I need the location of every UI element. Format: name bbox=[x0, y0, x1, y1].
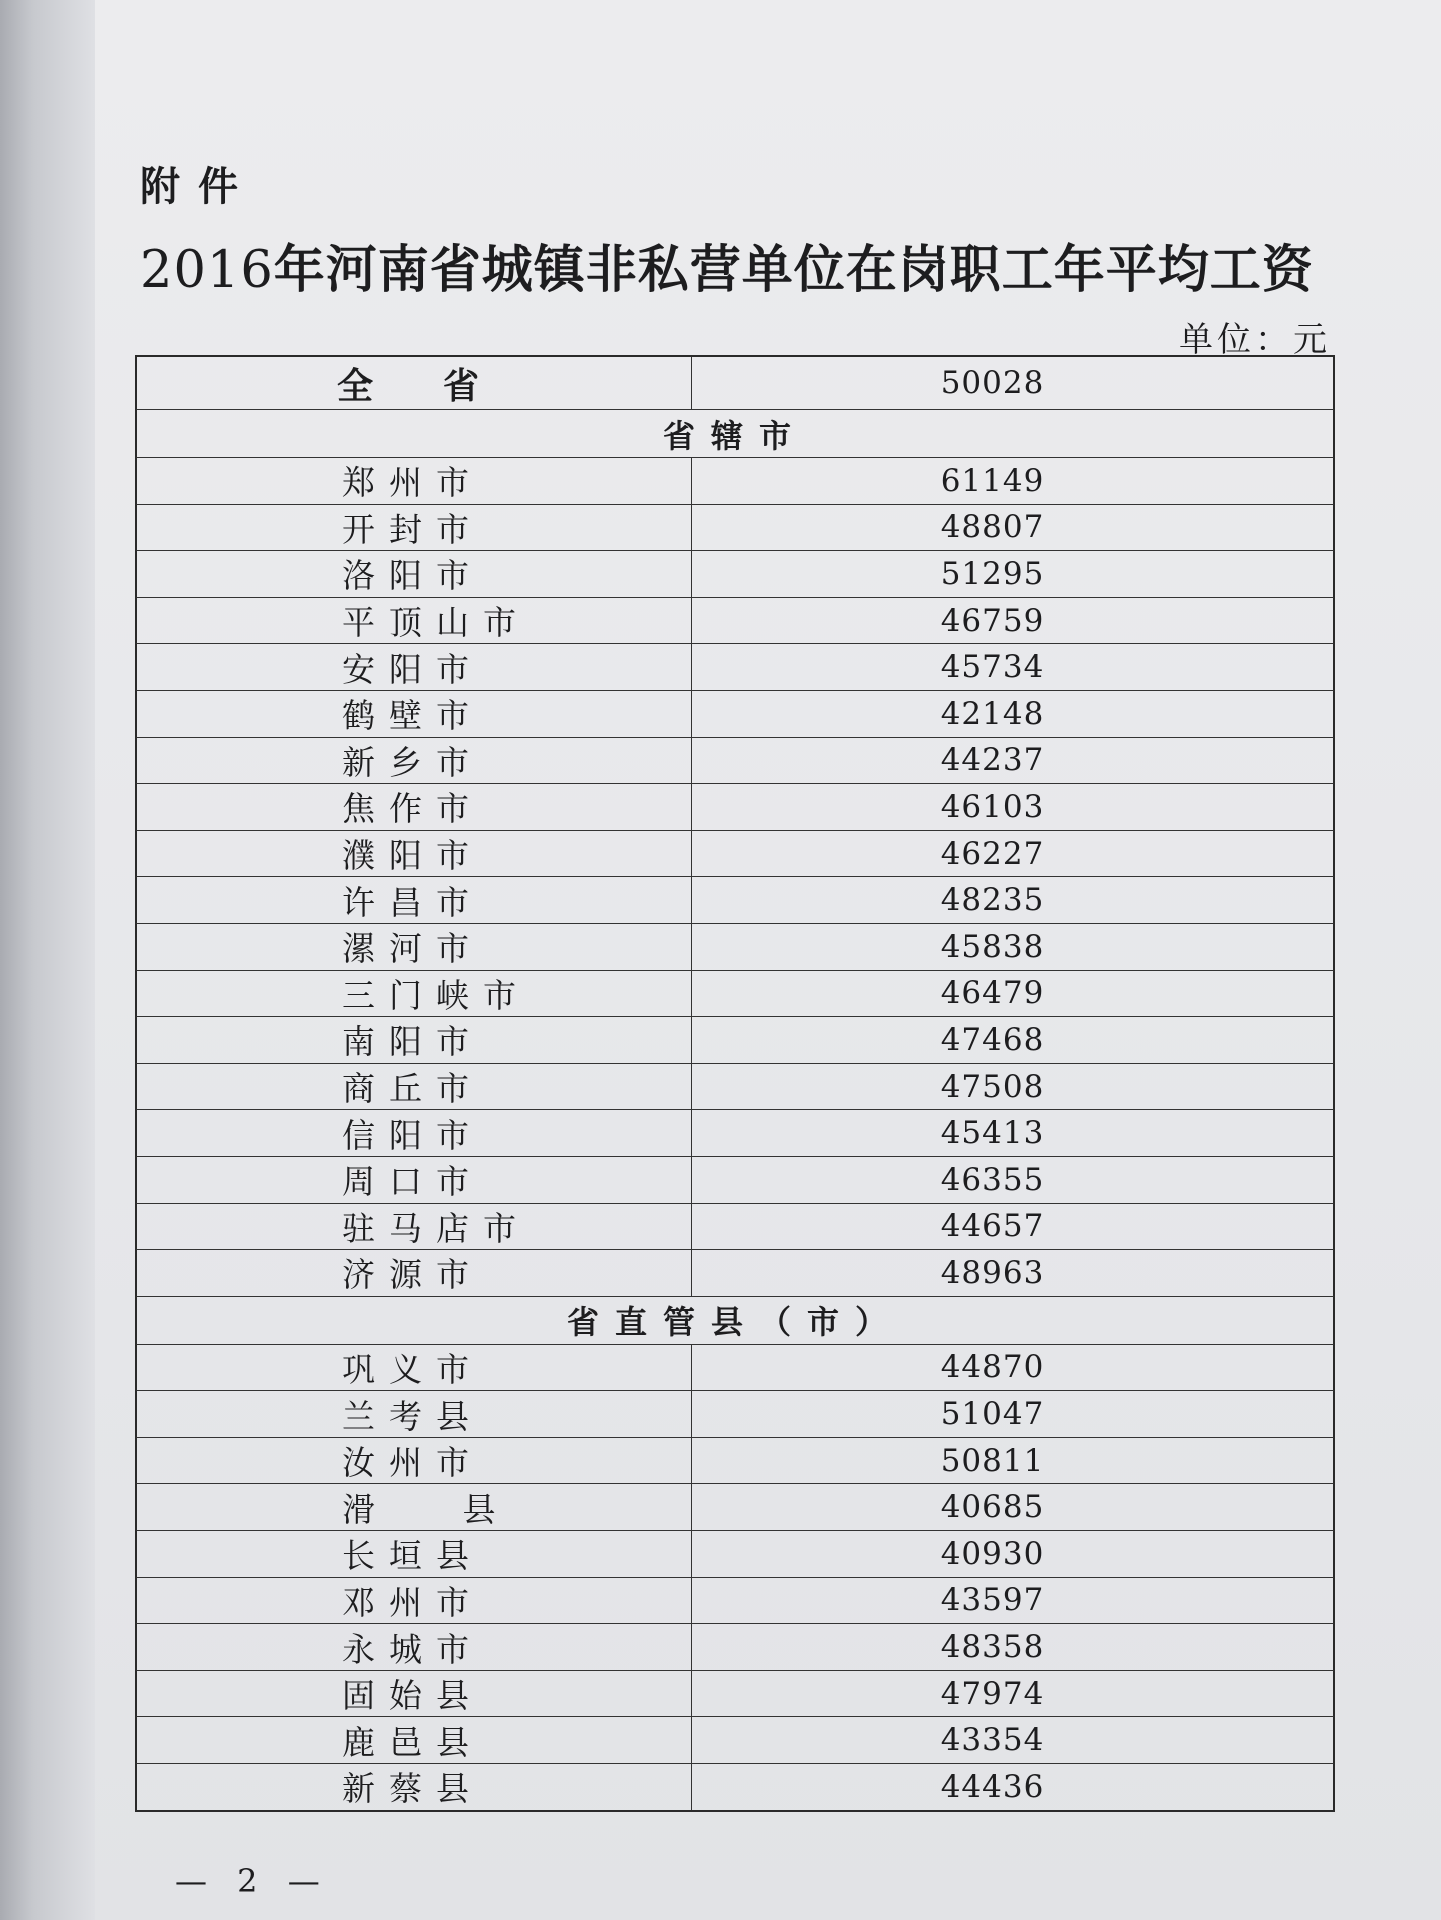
table-row bbox=[135, 598, 1335, 645]
table-row bbox=[135, 691, 1335, 738]
region-name: 汝州市 bbox=[342, 1443, 483, 1483]
region-name: 济源市 bbox=[342, 1255, 483, 1295]
region-name: 郑州市 bbox=[342, 463, 483, 503]
total-row bbox=[135, 355, 1335, 410]
region-name-cell bbox=[137, 924, 692, 970]
wage-value: 43354 bbox=[940, 1722, 1045, 1759]
region-name-cell bbox=[137, 831, 692, 877]
region-name: 许昌市 bbox=[342, 882, 483, 922]
region-name: 信阳市 bbox=[342, 1115, 483, 1155]
table-row bbox=[135, 738, 1335, 785]
wage-value: 51047 bbox=[940, 1396, 1045, 1433]
table-row bbox=[135, 1484, 1335, 1531]
wage-value: 61149 bbox=[940, 462, 1045, 499]
wage-value: 44870 bbox=[940, 1349, 1045, 1386]
region-name-cell bbox=[137, 357, 692, 409]
table-row bbox=[135, 1017, 1335, 1064]
region-name: 驻马店市 bbox=[342, 1208, 530, 1248]
table-row bbox=[135, 1717, 1335, 1764]
table-row bbox=[135, 551, 1335, 598]
table-row bbox=[135, 1345, 1335, 1392]
wage-value: 40685 bbox=[940, 1489, 1045, 1526]
region-name-cell bbox=[137, 1157, 692, 1203]
region-name-cell bbox=[137, 1204, 692, 1250]
region-name-cell bbox=[137, 551, 692, 597]
region-name: 漯河市 bbox=[342, 929, 483, 969]
region-name-cell bbox=[137, 1017, 692, 1063]
wage-value: 45413 bbox=[940, 1115, 1045, 1152]
table-row bbox=[135, 784, 1335, 831]
table-row bbox=[135, 1438, 1335, 1485]
region-name: 兰考县 bbox=[342, 1396, 483, 1436]
wage-value: 44237 bbox=[940, 742, 1045, 779]
wage-value: 46355 bbox=[940, 1161, 1045, 1198]
wage-value: 48235 bbox=[940, 882, 1045, 919]
region-name-cell bbox=[137, 644, 692, 690]
table-row bbox=[135, 924, 1335, 971]
wage-value: 42148 bbox=[940, 695, 1045, 732]
table-row bbox=[135, 1204, 1335, 1251]
page-number: — 2 — bbox=[175, 1862, 330, 1900]
wage-value: 47974 bbox=[940, 1675, 1045, 1712]
region-name: 长垣县 bbox=[342, 1536, 483, 1576]
region-name: 周口市 bbox=[342, 1162, 483, 1202]
wage-value: 40930 bbox=[940, 1535, 1045, 1572]
region-name-cell bbox=[137, 1717, 692, 1763]
region-name-cell bbox=[137, 1764, 692, 1810]
table-row bbox=[135, 458, 1335, 505]
wage-value: 48807 bbox=[940, 509, 1045, 546]
wage-value: 46103 bbox=[940, 788, 1045, 825]
region-name-cell bbox=[137, 1438, 692, 1484]
wage-table bbox=[135, 355, 1335, 1812]
section-header-counties: 省直管县（市） bbox=[135, 1297, 1335, 1345]
wage-value: 44436 bbox=[940, 1768, 1045, 1805]
table-row bbox=[135, 1671, 1335, 1718]
region-name-cell bbox=[137, 738, 692, 784]
table-row bbox=[135, 1157, 1335, 1204]
region-name-cell bbox=[137, 505, 692, 551]
wage-value: 44657 bbox=[940, 1208, 1045, 1245]
region-name: 鹤壁市 bbox=[342, 696, 483, 736]
region-name-cell bbox=[137, 877, 692, 923]
region-name-cell bbox=[137, 1484, 692, 1530]
region-name: 新乡市 bbox=[342, 742, 483, 782]
wage-value: 50028 bbox=[940, 365, 1045, 401]
region-name-cell bbox=[137, 1671, 692, 1717]
region-name: 濮阳市 bbox=[342, 836, 483, 876]
book-spine-shadow bbox=[0, 0, 95, 1920]
table-row bbox=[135, 1764, 1335, 1812]
region-name-cell bbox=[137, 691, 692, 737]
region-name-cell bbox=[137, 1345, 692, 1391]
table-row bbox=[135, 1110, 1335, 1157]
title-text: 年河南省城镇非私营单位在岗职工年平均工资 bbox=[273, 240, 1314, 300]
region-name: 固始县 bbox=[342, 1676, 483, 1716]
region-name-cell bbox=[137, 458, 692, 504]
region-name-cell bbox=[137, 1250, 692, 1296]
wage-value: 46759 bbox=[940, 602, 1045, 639]
wage-value: 46227 bbox=[940, 835, 1045, 872]
region-name: 平顶山市 bbox=[342, 603, 530, 643]
table-row bbox=[135, 1064, 1335, 1111]
region-name: 开封市 bbox=[342, 509, 483, 549]
wage-value: 50811 bbox=[940, 1442, 1045, 1479]
region-name: 商丘市 bbox=[342, 1069, 483, 1109]
section-header-cities: 省辖市 bbox=[135, 410, 1335, 458]
table-row bbox=[135, 971, 1335, 1018]
title-year: 2016 bbox=[140, 241, 274, 300]
wage-value: 51295 bbox=[940, 555, 1045, 592]
region-name-cell bbox=[137, 1624, 692, 1670]
region-name-cell bbox=[137, 784, 692, 830]
region-name-cell bbox=[137, 598, 692, 644]
wage-value: 45838 bbox=[940, 928, 1045, 965]
region-name: 全省 bbox=[337, 364, 550, 407]
region-name: 鹿邑县 bbox=[342, 1722, 483, 1762]
wage-value: 43597 bbox=[940, 1582, 1045, 1619]
table-row bbox=[135, 644, 1335, 691]
document-title bbox=[140, 228, 1340, 302]
wage-value: 48358 bbox=[940, 1629, 1045, 1666]
table-row bbox=[135, 1391, 1335, 1438]
wage-value: 46479 bbox=[940, 975, 1045, 1012]
region-name-cell bbox=[137, 1391, 692, 1437]
unit-label: 单位：元 bbox=[1179, 320, 1331, 360]
region-name: 邓州市 bbox=[342, 1582, 483, 1622]
region-name: 南阳市 bbox=[342, 1022, 483, 1062]
attachment-label: 附件 bbox=[140, 163, 256, 210]
region-name-cell bbox=[137, 1064, 692, 1110]
wage-value: 47468 bbox=[940, 1021, 1045, 1058]
region-name-cell bbox=[137, 971, 692, 1017]
table-row bbox=[135, 1250, 1335, 1297]
wage-value: 47508 bbox=[940, 1068, 1045, 1105]
region-name: 巩义市 bbox=[342, 1349, 483, 1389]
table-row bbox=[135, 1624, 1335, 1671]
region-name-cell bbox=[137, 1578, 692, 1624]
region-name-cell bbox=[137, 1110, 692, 1156]
region-name: 永城市 bbox=[342, 1629, 483, 1669]
table-row bbox=[135, 1531, 1335, 1578]
region-name: 三门峡市 bbox=[342, 975, 530, 1015]
table-row bbox=[135, 831, 1335, 878]
region-name-cell bbox=[137, 1531, 692, 1577]
region-name: 焦作市 bbox=[342, 789, 483, 829]
region-name: 新蔡县 bbox=[342, 1769, 483, 1809]
region-name: 滑 县 bbox=[342, 1489, 510, 1529]
table-row bbox=[135, 1578, 1335, 1625]
wage-value: 45734 bbox=[940, 649, 1045, 686]
region-name: 洛阳市 bbox=[342, 556, 483, 596]
table-row bbox=[135, 877, 1335, 924]
table-row bbox=[135, 505, 1335, 552]
wage-value: 48963 bbox=[940, 1254, 1045, 1291]
region-name: 安阳市 bbox=[342, 649, 483, 689]
